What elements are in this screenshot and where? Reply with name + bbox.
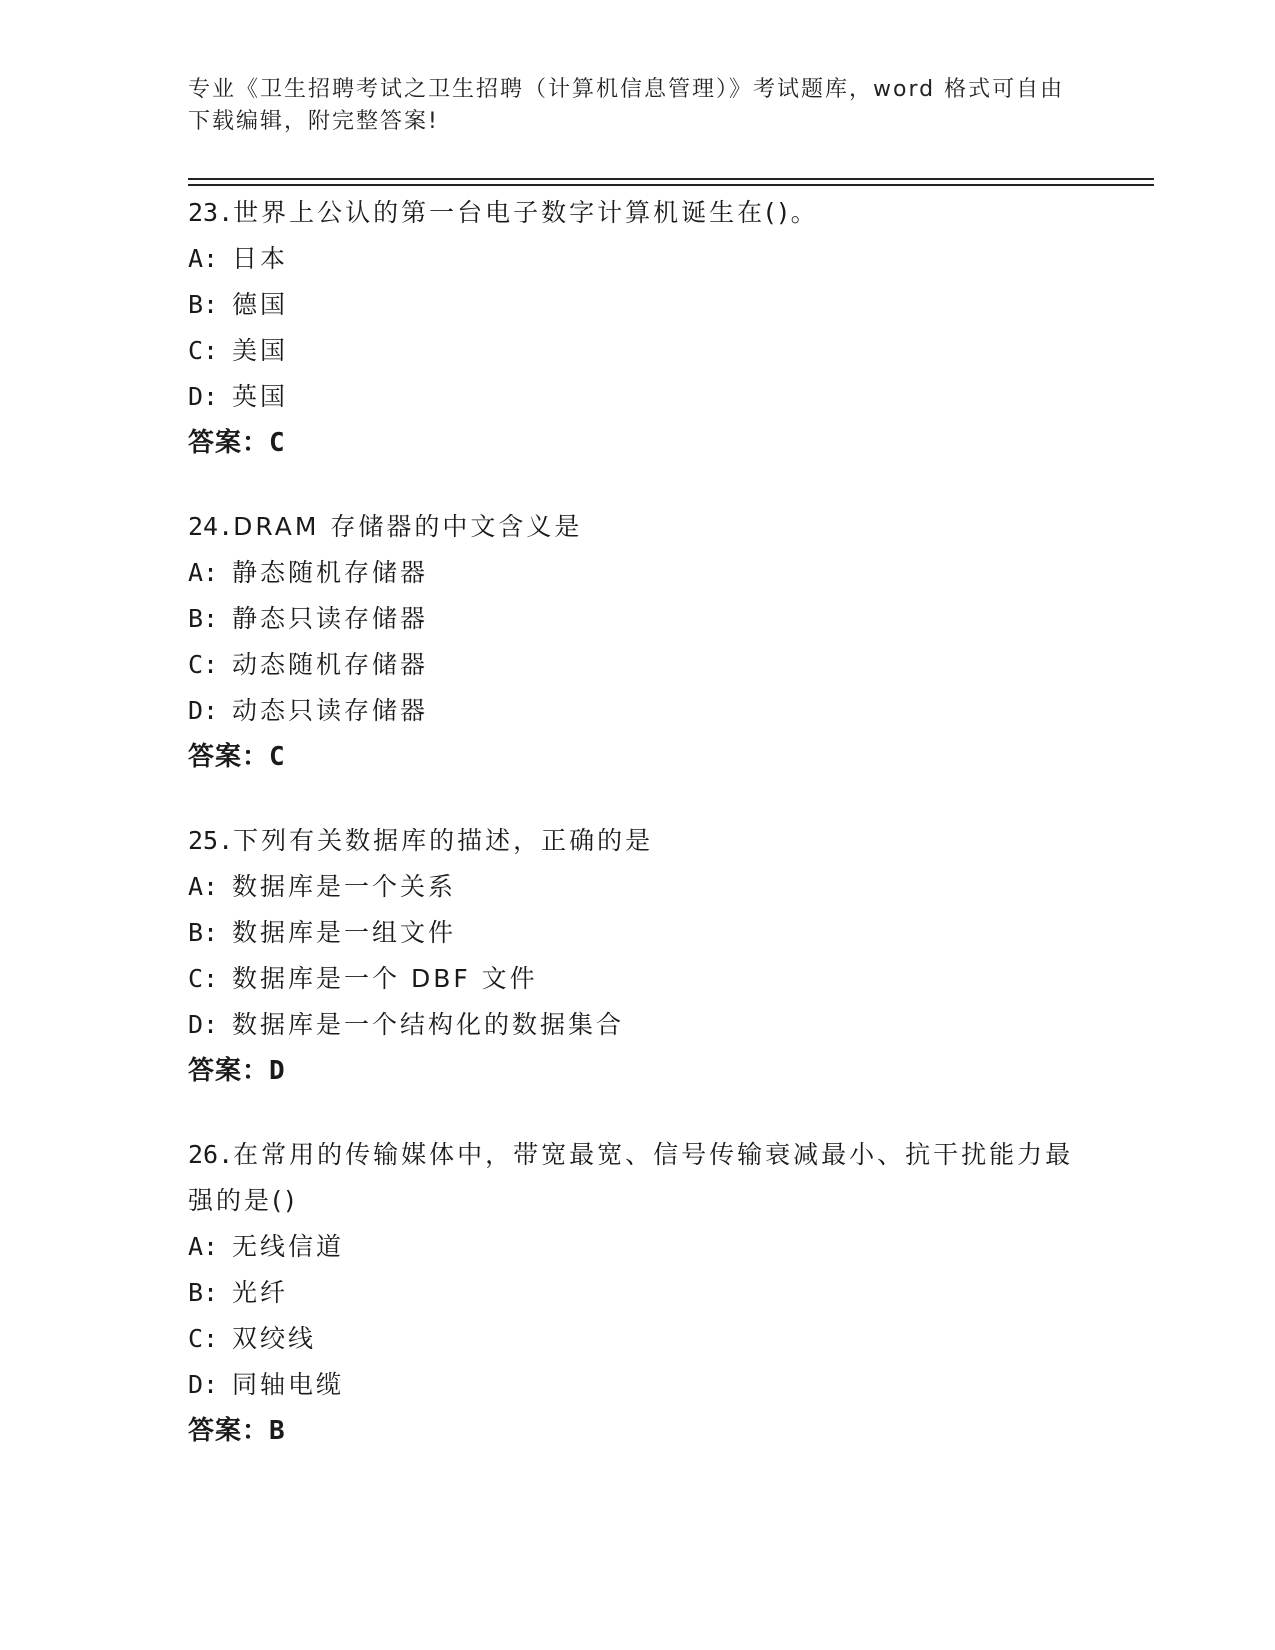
option-text: 数据库是一个 DBF 文件 — [232, 964, 538, 993]
option-letter: B: — [188, 918, 219, 947]
question-list — [188, 190, 1088, 1492]
option-b — [188, 910, 1088, 956]
question-number: 26. — [188, 1140, 234, 1169]
option-text: 数据库是一组文件 — [232, 918, 457, 947]
option-text: 美国 — [232, 336, 289, 365]
option-text: 同轴电缆 — [232, 1370, 345, 1399]
option-letter: C: — [188, 1324, 219, 1353]
option-letter: D: — [188, 382, 219, 411]
question-number: 25. — [188, 826, 234, 855]
option-letter: A: — [188, 558, 219, 587]
option-letter: D: — [188, 696, 219, 725]
option-text: 光纤 — [232, 1278, 289, 1307]
answer-label: 答案： — [188, 1056, 270, 1086]
option-text: 无线信道 — [232, 1232, 345, 1261]
option-d — [188, 688, 1088, 734]
option-a — [188, 236, 1088, 282]
option-a — [188, 1224, 1088, 1270]
option-letter: D: — [188, 1370, 219, 1399]
option-text: 日本 — [232, 244, 289, 273]
option-c — [188, 956, 1088, 1002]
option-d — [188, 1362, 1088, 1408]
question-24 — [188, 504, 1088, 780]
option-c — [188, 1316, 1088, 1362]
answer-line — [188, 734, 1088, 780]
option-c — [188, 642, 1088, 688]
header-divider-top — [188, 178, 1154, 180]
option-a — [188, 550, 1088, 596]
question-text: 在常用的传输媒体中，带宽最宽、信号传输衰减最小、抗干扰能力最强的是() — [188, 1140, 1074, 1215]
option-d — [188, 374, 1088, 420]
answer-value: D — [269, 1056, 286, 1086]
option-text: 动态随机存储器 — [232, 650, 429, 679]
question-stem — [188, 818, 1088, 864]
question-text: 世界上公认的第一台电子数字计算机诞生在()。 — [233, 198, 819, 227]
answer-line — [188, 1048, 1088, 1094]
option-text: 德国 — [232, 290, 289, 319]
option-b — [188, 596, 1088, 642]
question-25 — [188, 818, 1088, 1094]
question-stem — [188, 504, 1088, 550]
option-text: 数据库是一个关系 — [232, 872, 457, 901]
option-text: 动态只读存储器 — [232, 696, 429, 725]
option-letter: C: — [188, 336, 219, 365]
question-stem — [188, 190, 1088, 236]
option-letter: A: — [188, 872, 219, 901]
question-text: 下列有关数据库的描述，正确的是 — [233, 826, 654, 855]
option-text: 英国 — [232, 382, 289, 411]
answer-value: B — [269, 1416, 286, 1446]
option-letter: B: — [188, 604, 219, 633]
option-letter: A: — [188, 1232, 219, 1261]
question-text: DRAM 存储器的中文含义是 — [233, 512, 583, 541]
option-letter: B: — [188, 290, 219, 319]
option-text: 双绞线 — [232, 1324, 317, 1353]
intro-text: 专业《卫生招聘考试之卫生招聘（计算机信息管理）》考试题库，word 格式可自由下载编辑，附完整答案! — [188, 77, 1065, 134]
question-26 — [188, 1132, 1088, 1454]
option-d — [188, 1002, 1088, 1048]
answer-label: 答案： — [188, 428, 270, 458]
option-c — [188, 328, 1088, 374]
option-text: 静态随机存储器 — [232, 558, 429, 587]
option-text: 数据库是一个结构化的数据集合 — [232, 1010, 625, 1039]
option-a — [188, 864, 1088, 910]
answer-label: 答案： — [188, 1416, 270, 1446]
option-letter: B: — [188, 1278, 219, 1307]
answer-line — [188, 420, 1088, 466]
option-text: 静态只读存储器 — [232, 604, 429, 633]
option-letter: D: — [188, 1010, 219, 1039]
answer-value: C — [269, 742, 286, 772]
document-intro — [188, 74, 1068, 138]
answer-value: C — [269, 428, 286, 458]
option-letter: C: — [188, 964, 219, 993]
option-b — [188, 1270, 1088, 1316]
option-letter: A: — [188, 244, 219, 273]
answer-label: 答案： — [188, 742, 270, 772]
question-number: 24. — [188, 512, 234, 541]
option-b — [188, 282, 1088, 328]
question-23 — [188, 190, 1088, 466]
header-divider-bottom — [188, 184, 1154, 186]
answer-line — [188, 1408, 1088, 1454]
question-number: 23. — [188, 198, 234, 227]
question-stem — [188, 1132, 1088, 1224]
option-letter: C: — [188, 650, 219, 679]
